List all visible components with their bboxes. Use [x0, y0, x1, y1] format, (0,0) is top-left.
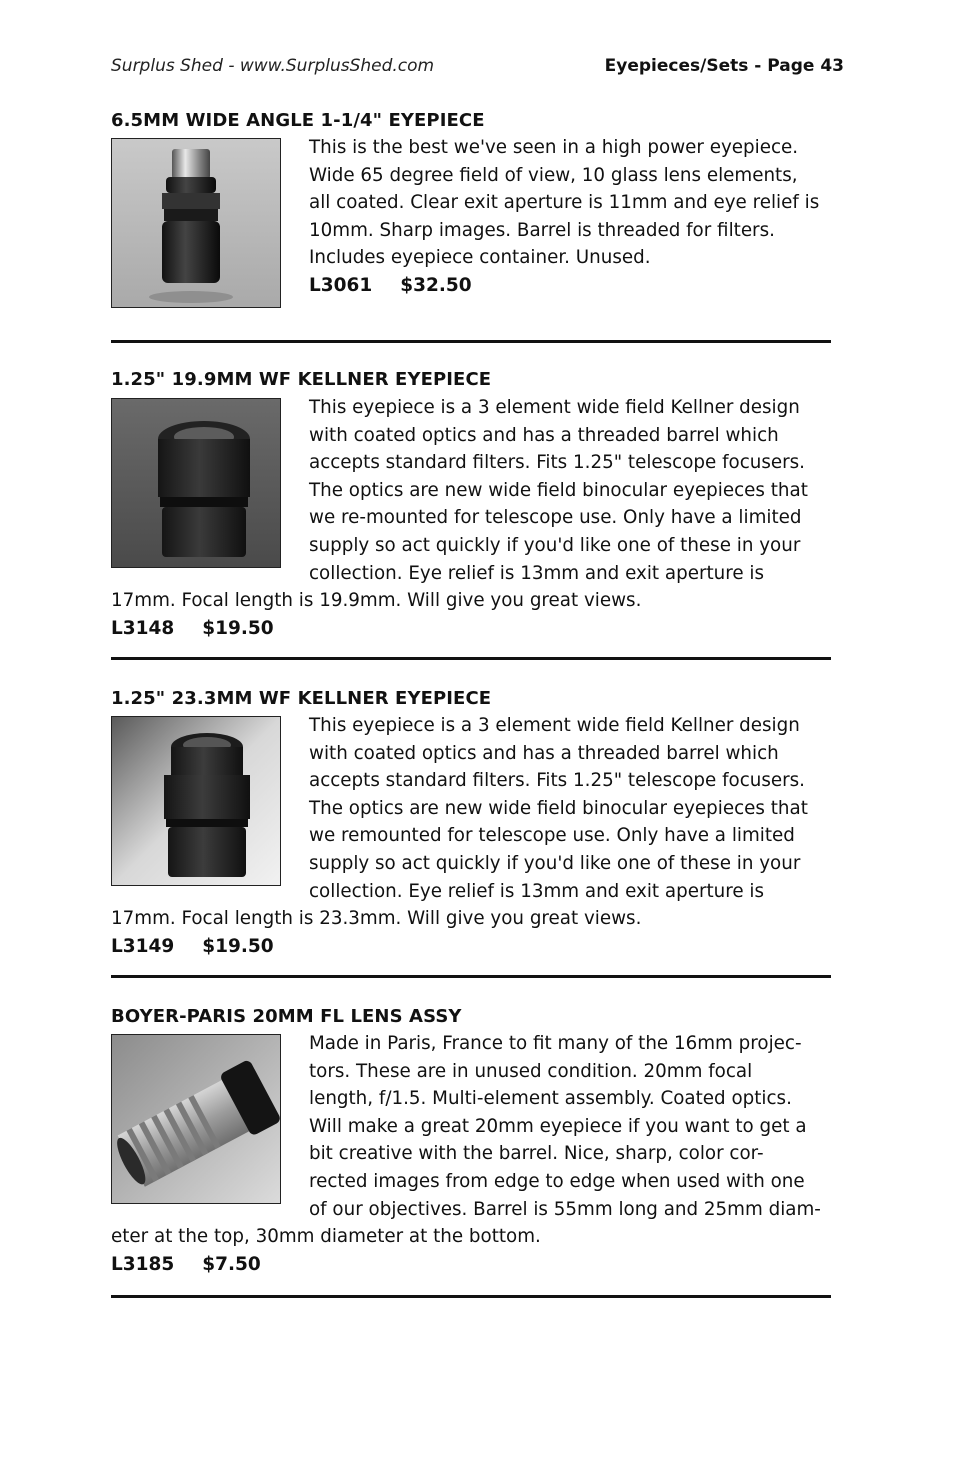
description-line: bit creative with the barrel. Nice, sharp, color cor-: [309, 1143, 764, 1165]
description-line: The optics are new wide field binocular eyepieces that: [309, 479, 808, 501]
sku: L3149: [111, 936, 175, 957]
product-l3185: [111, 1004, 844, 1294]
description-line: length, f/1.5. Multi-element assembly. Coated optics.: [309, 1088, 792, 1110]
sku: L3061: [309, 274, 373, 296]
description-line: accepts standard filters. Fits 1.25" telescope focusers.: [309, 452, 805, 474]
description-line: 10mm. Sharp images. Barrel is threaded for filters.: [309, 219, 775, 241]
description-continuation: eter at the top, 30mm diameter at the bottom.: [111, 1226, 541, 1247]
product-description: [309, 1030, 851, 1223]
description-line: collection. Eye relief is 13mm and exit aperture is: [309, 880, 764, 902]
section-divider: [111, 1295, 831, 1298]
product-l3149: [111, 686, 844, 976]
product-title: 6.5MM WIDE ANGLE 1-1/4" EYEPIECE: [111, 110, 485, 131]
description-line: This is the best we've seen in a high power eyepiece.: [309, 137, 799, 158]
description-line: Will make a great 20mm eyepiece if you want to get a: [309, 1115, 807, 1137]
section-divider: [111, 657, 831, 660]
description-line: supply so act quickly if you'd like one of these in your: [309, 852, 801, 874]
description-line: of our objectives. Barrel is 55mm long and 25mm diam-: [309, 1198, 821, 1220]
sku: L3148: [111, 618, 175, 639]
description-line: Includes eyepiece container. Unused.: [309, 247, 651, 269]
description-continuation: 17mm. Focal length is 23.3mm. Will give you great views.: [111, 908, 642, 929]
price: $19.50: [202, 936, 274, 957]
description-line: all coated. Clear exit aperture is 11mm and eye relief is: [309, 192, 820, 214]
product-description: [309, 394, 851, 587]
section-divider: [111, 340, 831, 343]
sku: L3185: [111, 1254, 175, 1275]
description-line: supply so act quickly if you'd like one of these in your: [309, 534, 801, 556]
description-line: Wide 65 degree field of view, 10 glass lens elements,: [309, 164, 798, 186]
product-photo: [111, 716, 281, 886]
description-line: we remounted for telescope use. Only have a limited: [309, 825, 795, 847]
description-line: Made in Paris, France to fit many of the 16mm projec-: [309, 1033, 802, 1054]
description-continuation: 17mm. Focal length is 19.9mm. Will give you great views.: [111, 590, 642, 611]
description-line: The optics are new wide field binocular eyepieces that: [309, 797, 808, 819]
description-line: This eyepiece is a 3 element wide field Kellner design: [309, 715, 800, 736]
product-photo: [111, 398, 281, 568]
sku-price: [111, 1251, 261, 1279]
header-site: Surplus Shed - www.SurplusShed.com: [111, 56, 435, 76]
product-title: BOYER-PARIS 20MM FL LENS ASSY: [111, 1006, 462, 1027]
description-line: accepts standard filters. Fits 1.25" telescope focusers.: [309, 770, 805, 792]
description-line: tors. These are in unused condition. 20mm focal: [309, 1060, 753, 1082]
description-line: This eyepiece is a 3 element wide field Kellner design: [309, 397, 800, 418]
section-divider: [111, 975, 831, 978]
product-photo: [111, 1034, 281, 1204]
description-line: rected images from edge to edge when used with one: [309, 1170, 805, 1192]
description-line: with coated optics and has a threaded barrel which: [309, 424, 779, 446]
price: $32.50: [400, 274, 472, 296]
description-line: we re-mounted for telescope use. Only have a limited: [309, 507, 802, 529]
description-line: collection. Eye relief is 13mm and exit aperture is: [309, 562, 764, 584]
sku-price: [111, 615, 274, 643]
product-l3061: [111, 108, 844, 308]
product-title: 1.25" 23.3MM WF KELLNER EYEPIECE: [111, 688, 492, 709]
price: $19.50: [202, 618, 274, 639]
product-photo: [111, 138, 281, 308]
header-page-title: Eyepieces/Sets - Page 43: [604, 56, 844, 76]
product-description: [309, 134, 851, 300]
description-line: with coated optics and has a threaded barrel which: [309, 742, 779, 764]
product-l3148: [111, 367, 844, 657]
sku-price: [309, 272, 851, 300]
sku-price: [111, 933, 274, 961]
page-header: [111, 56, 844, 84]
product-description: [309, 712, 851, 905]
price: $7.50: [202, 1254, 261, 1275]
product-title: 1.25" 19.9MM WF KELLNER EYEPIECE: [111, 369, 492, 390]
